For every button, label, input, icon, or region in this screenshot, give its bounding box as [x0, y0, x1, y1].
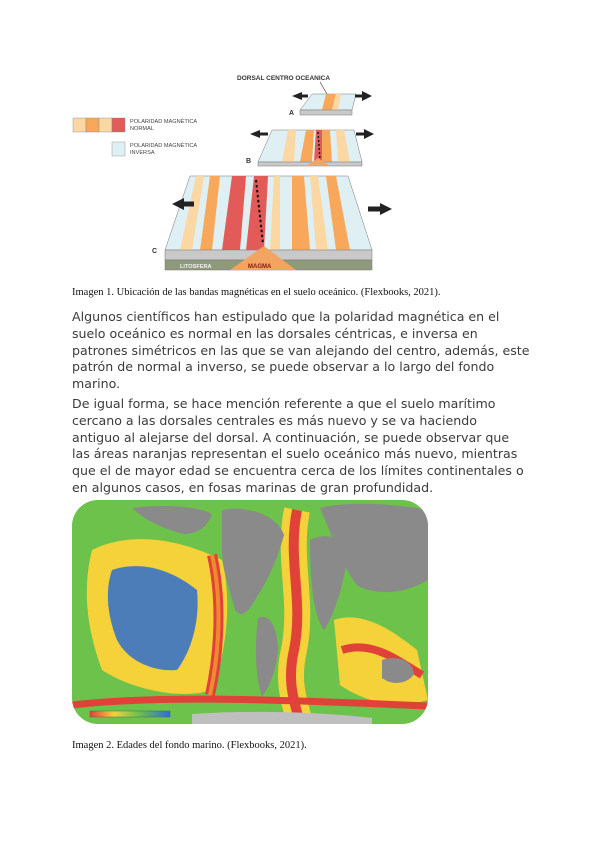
paragraph-1-line: Algunos científicos han estipulado que la polaridad magnética en el [72, 309, 500, 324]
stage-a-label: A [289, 110, 295, 117]
magnetic-bands-diagram [70, 70, 410, 275]
stage-c-block [152, 176, 372, 270]
legend-normal-line2: NORMAL [130, 126, 154, 132]
arrow-left-b [250, 130, 268, 138]
paragraph-1-line: patrón de normal a inverso, se puede observar a lo largo del fondo [72, 359, 495, 375]
legend-inverse [112, 142, 197, 156]
paragraph-2-line: De igual forma, se hace mención referente a que el suelo marítimo [72, 396, 496, 411]
seafloor-age-map [72, 500, 428, 724]
paragraph-1-line: suelo oceánico es normal en las dorsales céntricas, e inversa en [72, 325, 478, 341]
legend-normal-line1: POLARIDAD MAGNÉTICA [130, 119, 198, 125]
paragraph-2-line: las áreas naranjas representan el suelo oceánico más nuevo, mientras [72, 446, 518, 462]
legend-normal [73, 118, 197, 132]
magma-label: MAGMA [248, 264, 272, 270]
stage-c-label: C [152, 248, 158, 255]
legend-inverse-line1: POLARIDAD MAGNÉTICA [130, 143, 198, 149]
figure-2-caption: Imagen 2. Edades del fondo marino. (Flexbooks, 2021). [72, 740, 307, 751]
paragraph-2 [72, 396, 542, 497]
paragraph-2-line: cercano a las dorsales centrales es más nuevo y se va haciendo [72, 412, 477, 428]
legend-inverse-line2: INVERSA [130, 150, 155, 156]
arrow-left-a [292, 92, 308, 100]
figure-1-caption: Imagen 1. Ubicación de las bandas magnéticas en el suelo oceánico. (Flexbooks, 2021). [72, 287, 441, 298]
arrow-right-a [355, 91, 372, 101]
arrow-right-c [368, 203, 392, 215]
ridge-title: DORSAL CENTRO OCEANICA [237, 75, 331, 82]
paragraph-2-line: en algunos casos, en fosas marinas de gran profundidad. [72, 479, 434, 495]
stage-b-label: B [246, 158, 252, 165]
paragraph-1-line: patrones simétricos en las que se van alejando del centro, además, este [72, 342, 530, 358]
age-color-scale [90, 711, 170, 717]
paragraph-2-line: antiguo al alejarse del dorsal. A continuación, se puede observar que [72, 429, 510, 445]
paragraph-1-line: marino. [72, 376, 121, 392]
arrow-right-b [356, 129, 374, 139]
paragraph-1 [72, 309, 542, 393]
litosfera-label: LITOSFERA [180, 264, 212, 270]
paragraph-2-line: que el de mayor edad se encuentra cerca de los límites continentales o [72, 463, 524, 479]
